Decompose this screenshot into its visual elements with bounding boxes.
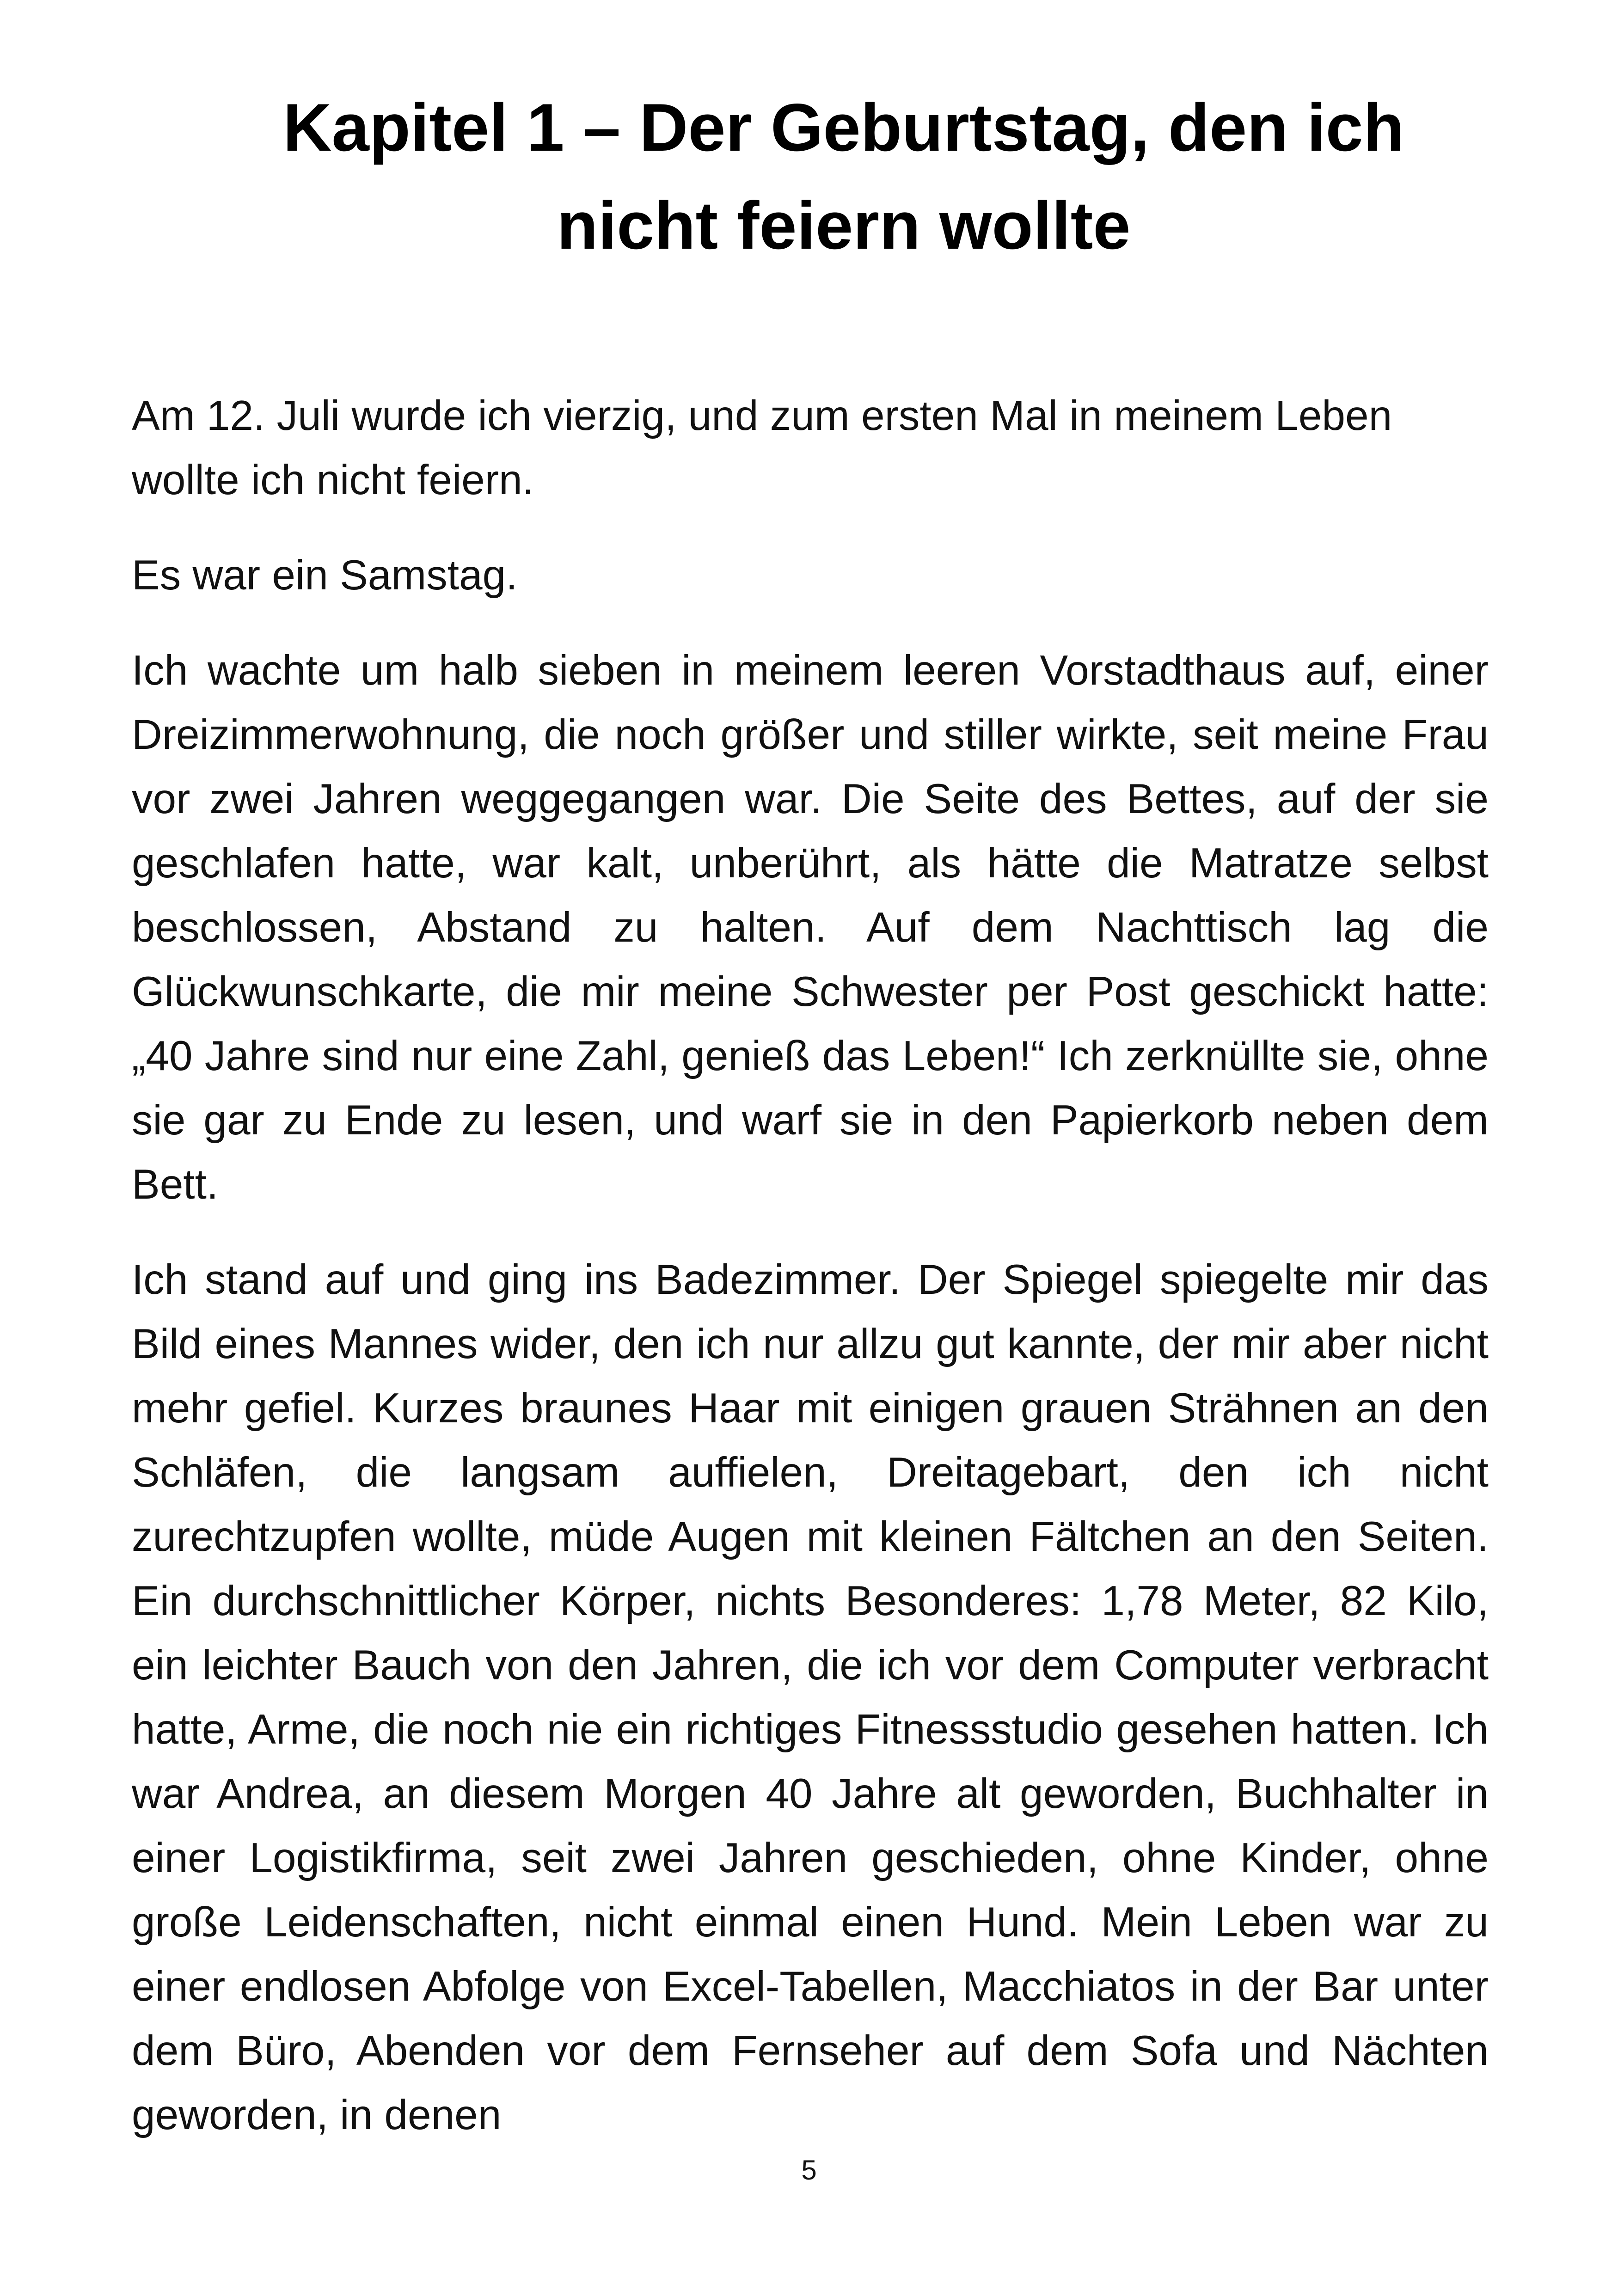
paragraph: Ich wachte um halb sieben in meinem leeren Vorstadthaus auf, einer Dreizimmerwohnung, die noch größer und stiller wirkte, seit meine Frau vor zwei Jahren weggegangen war. Die Seite des Bettes, auf der sie geschlafen hatte, war kalt, unberührt, als hätte die Matratze selbst beschlossen, Abstand zu halten. Auf dem Nachttisch lag die Glückwunschkarte, die mir meine Schwester per Post geschickt hatte: „40 Jahre sind nur eine Zahl, genieß das Leben!“ Ich zerknüllte sie, ohne sie gar zu Ende zu lesen, und warf sie in den Papierkorb neben dem Bett. xyxy=(132,647,1489,1208)
paragraph: Es war ein Samstag. xyxy=(132,552,518,599)
page-number: 5 xyxy=(801,2155,817,2186)
chapter-body xyxy=(132,384,1489,2178)
chapter-title xyxy=(0,79,1618,275)
paragraph: Ich stand auf und ging ins Badezimmer. Der Spiegel spiegelte mir das Bild eines Mannes wider, den ich nur allzu gut kannte, der mir aber nicht mehr gefiel. Kurzes braunes Haar mit einigen grauen Strähnen an den Schläfen, die langsam auffielen, Dreitagebart, den ich nicht zurechtzupfen wollte, müde Augen mit kleinen Fältchen an den Seiten. Ein durchschnittlicher Körper, nichts Besonderes: 1,78 Meter, 82 Kilo, ein leichter Bauch von den Jahren, die ich vor dem Computer verbracht hatte, Arme, die noch nie ein richtiges Fitnessstudio gesehen hatten. Ich war Andrea, an diesem Morgen 40 Jahre alt geworden, Buchhalter in einer Logistikfirma, seit zwei Jahren geschieden, ohne Kinder, ohne große Leidenschaften, nicht einmal einen Hund. Mein Leben war zu einer endlosen Abfolge von Excel-Tabellen, Macchiatos in der Bar unter dem Büro, Abenden vor dem Fernseher auf dem Sofa und Nächten geworden, in denen xyxy=(132,1256,1489,2138)
chapter-title-line-2: nicht feiern wollte xyxy=(557,188,1131,263)
chapter-title-line-1: Kapitel 1 – Der Geburtstag, den ich xyxy=(283,90,1404,165)
paragraph: Am 12. Juli wurde ich vierzig, und zum ersten Mal in meinem Leben wollte ich nicht feiern. xyxy=(132,392,1392,503)
